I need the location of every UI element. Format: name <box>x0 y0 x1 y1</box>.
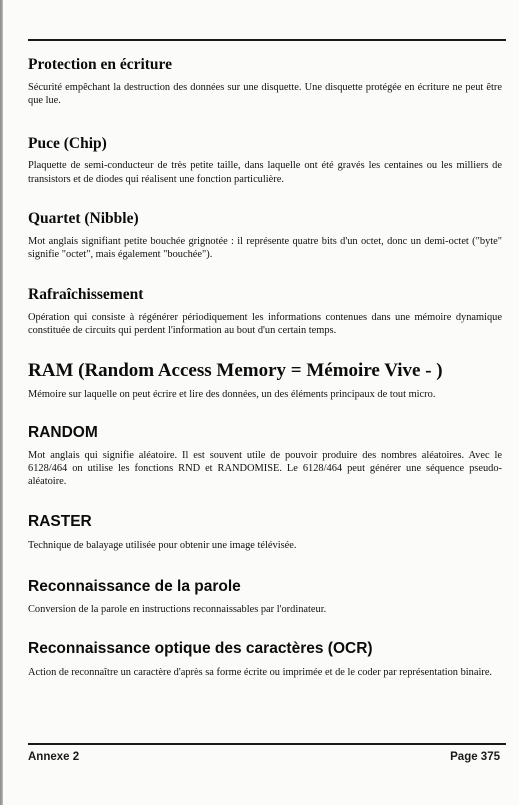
entry-term: RASTER <box>28 512 92 530</box>
entry-definition: Action de reconnaître un caractère d'après sa forme écrite ou imprimée et de le coder par représentation binaire. <box>28 667 493 679</box>
entry-definition: Mot anglais signifiant petite bouchée grignotée : il représente quatre bits d'un octet, donc un demi-octet ("byte" signifie "octet", mais également "bouchée"). <box>28 236 502 261</box>
footer-section-label: Annexe 2 <box>28 751 80 763</box>
footer-page-number: Page 375 <box>450 751 500 763</box>
glossary-entry-reconnaissance-parole <box>28 578 502 616</box>
entry-term: Protection en écriture <box>28 56 173 73</box>
entry-definition: Mémoire sur laquelle on peut écrire et lire des données, un des éléments principaux de tout micro. <box>28 389 436 401</box>
entry-term: RAM (Random Access Memory = Mémoire Vive - ) <box>28 359 443 381</box>
glossary-entry-puce <box>28 135 502 187</box>
glossary-entry-ram <box>28 360 502 402</box>
page-edge-shadow <box>0 0 3 805</box>
entry-term: Quartet (Nibble) <box>28 210 139 228</box>
bottom-rule <box>28 743 506 745</box>
glossary-entry-ocr <box>28 640 502 679</box>
entry-definition: Sécurité empêchant la destruction des données sur une disquette. Une disquette protégée en écriture ne peut être que lue. <box>28 81 502 107</box>
top-rule <box>28 39 506 41</box>
entry-definition: Opération qui consiste à régénérer périodiquement les informations contenues dans une mémoire dynamique constituée de circuits qui perdent l'information au bout d'un certain temps. <box>28 311 502 337</box>
glossary-entry-quartet <box>28 210 502 262</box>
entry-term: Reconnaissance optique des caractères (OCR) <box>28 640 373 658</box>
entry-term: Rafraîchissement <box>28 285 144 303</box>
glossary-entry-rafraichissement <box>28 286 502 338</box>
glossary-entry-random <box>28 424 502 489</box>
glossary-content <box>28 56 502 679</box>
glossary-entry-raster <box>28 513 502 552</box>
entry-definition: Conversion de la parole en instructions reconnaissables par l'ordinateur. <box>28 603 327 615</box>
entry-term: Puce (Chip) <box>28 134 107 152</box>
entry-definition: Technique de balayage utilisée pour obtenir une image télévisée. <box>28 539 297 551</box>
entry-term: RANDOM <box>28 423 98 441</box>
glossary-entry-protection-en-ecriture <box>28 56 502 108</box>
entry-definition: Plaquette de semi-conducteur de très petite taille, dans laquelle ont été gravés les centaines ou les milliers de transistors et de diodes qui réalisent une fonction particulière. <box>28 160 502 185</box>
entry-definition: Mot anglais qui signifie aléatoire. Il est souvent utile de pouvoir produire des nombres aléatoires. Avec le 6128/464 on utilise les fonctions RND et RANDOMISE. Le 6128/464 peut générer une séquence pseudo-aléatoire. <box>28 449 502 488</box>
entry-term: Reconnaissance de la parole <box>28 578 241 595</box>
page-footer <box>28 751 502 767</box>
